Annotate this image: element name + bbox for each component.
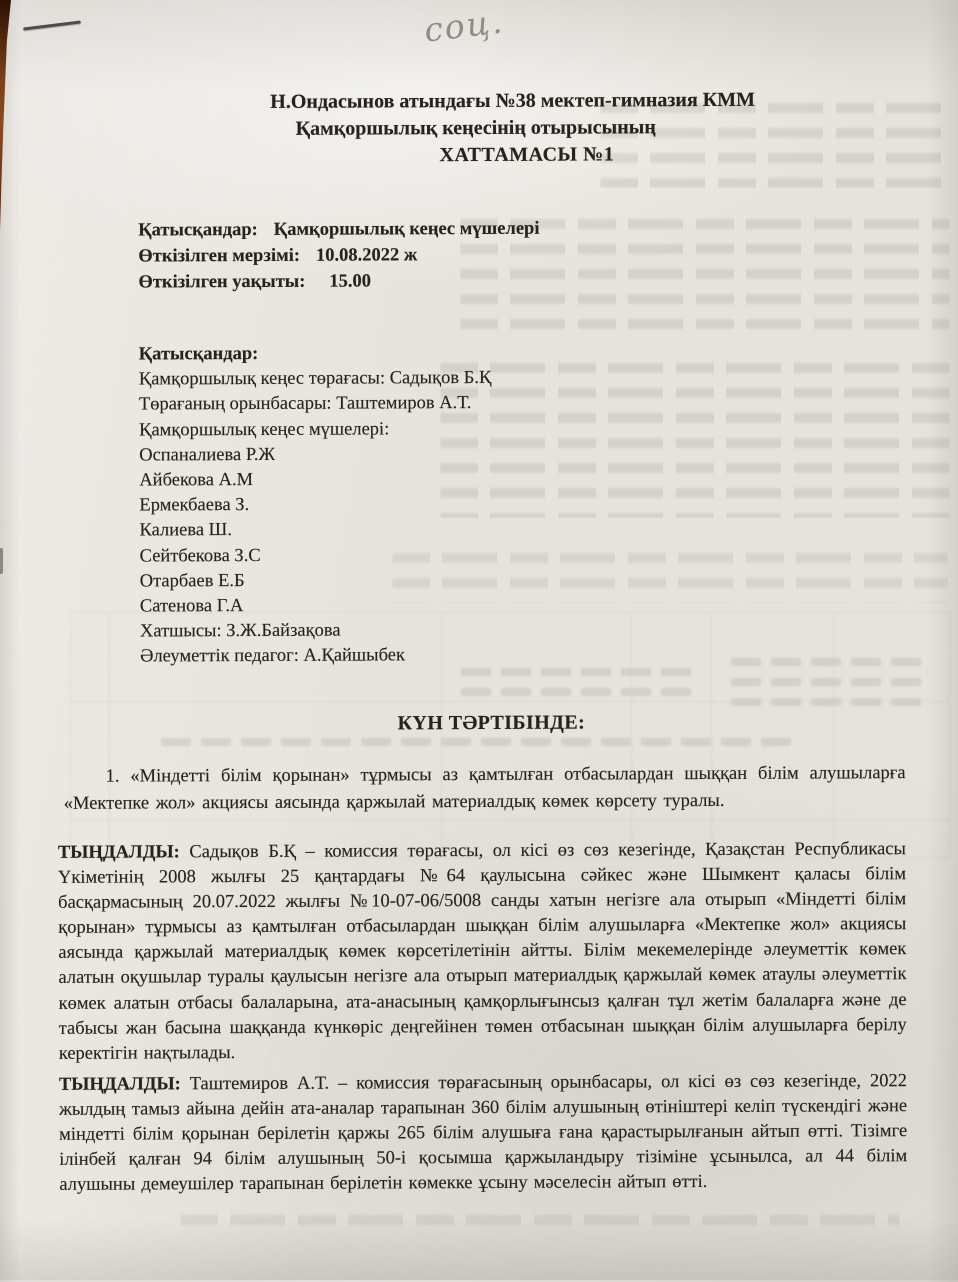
time-label: Өткізілген уақыты: [138, 271, 306, 293]
heard-label: ТЫҢДАЛДЫ: [57, 842, 180, 863]
date-label: Өткізілген мерзімі: [138, 245, 301, 267]
participants-heading: Қатысқандар: [138, 343, 259, 365]
participant-line: Сатенова Г.А [139, 596, 244, 617]
org-name: Н.Ондасынов атындағы №38 мектеп-гимназия КММ [270, 88, 756, 113]
participant-line: Айбекова А.М [139, 470, 254, 491]
agenda-heading: КҮН ТӘРТІБІНДЕ: [397, 711, 586, 735]
handwritten-note: соц. [421, 1, 506, 50]
meeting-name: Қамқоршылық кеңесінің отырысының [295, 116, 656, 140]
agenda-item-1: 1. «Міндетті білім қорынан» тұрмысы аз қамтылған отбасылардан шыққан білім алушыларға «Мектепке жол» акциясы аясында қаржылай материалдық көмек көрсету туралы. [63, 763, 906, 814]
heard-text: Садықов Б.Қ – комиссия төрағасы, ол кісі өз сөз кезегінде, Қазақстан Республикасы Үкіметінің 2008 жылғы 25 қаңтардағы №64 қаулысына сәйкес және Шымкент қаласы білім басқармасының 20.07.2022 жылғы №10-07-06/5008 санды хатын негізге ала отырып «Міндетті білім қорынан» тұрмысы аз қамтылған отбасылардан шыққан білім алушыларға «Мектепке жол» акциясы аясында қаржылай материалдық көмек көрсетілетінін айтты. Білім мекемелерінде әлеуметтік көмек алатын оқушылар туралы қаулысын негізге ала отырып материалдық қаржылай көмек атаулы әлеуметтік көмек алатын отбасы балаларына, ата-анасының қамқорлығынсыз қалған тұл жетім балаларға және де табысы жан басына шаққанда күнкөріс деңгейінен төмен отбасынан шыққан білім алушыларға берілу керектігін нақтылады. [57, 839, 907, 1064]
participant-line: Сейтбекова З.С [139, 545, 261, 567]
attendees-label: Қатысқандар: [138, 219, 258, 241]
meta-date-row [138, 242, 539, 270]
time-value: 15.00 [329, 271, 372, 292]
desk-edge-mark [0, 548, 3, 574]
heard-label: ТЫҢДАЛДЫ: [58, 1074, 181, 1095]
document-page [54, 0, 908, 1282]
meta-attendees-row [138, 216, 539, 244]
participant-line: Оспаналиева Р.Ж [139, 444, 276, 466]
participant-line: Отарбаев Е.Б [139, 570, 245, 592]
participant-line: Хатшысы: З.Ж.Байзақова [139, 620, 341, 642]
date-value: 10.08.2022 ж [315, 245, 418, 266]
participants-list [139, 341, 493, 670]
participant-line: Ермекбаева З. [139, 495, 250, 516]
document-title-block [55, 86, 903, 171]
participant-line: Әлеуметтік педагог: А.Қайшыбек [140, 645, 406, 667]
heard-section-2 [59, 1069, 908, 1198]
protocol-number: ХАТТАМАСЫ №1 [439, 143, 615, 167]
participant-line: Қамқоршылық кеңес мүшелері: [139, 419, 390, 441]
heard-section-1 [58, 837, 907, 1067]
meeting-meta [138, 216, 540, 296]
heard-text: Таштемиров А.Т. – комиссия төрағасының орынбасары, ол кісі өз сөз кезегінде, 2022 жылдың тамыз айына дейін ата-аналар тарапынан 360 білім алушының өтініштері келіп түскендігі және міндетті білім қорынан берілетін қаржы 265 білім алушыға ғана қарастырылғанын айтып өтті. Тізімге ілінбей қалған 94 білім алушының 50-і қосымша қаржыландыру тізіміне ұсынылса, ал 44 білім алушыны демеушілер тарапынан берілетін көмекке ұсыну мәселесін айтып өтті. [59, 1071, 908, 1196]
participant-line: Калиева Ш. [139, 520, 233, 541]
desk-edge [0, 0, 11, 232]
attendees-value: Қамқоршылық кеңес мүшелері [273, 218, 540, 240]
participant-line: Қамқоршылық кеңес төрағасы: Садықов Б.Қ [138, 368, 492, 390]
participant-line: Төрағаның орынбасары: Таштемиров А.Т. [138, 393, 472, 415]
meta-time-row [138, 268, 539, 296]
